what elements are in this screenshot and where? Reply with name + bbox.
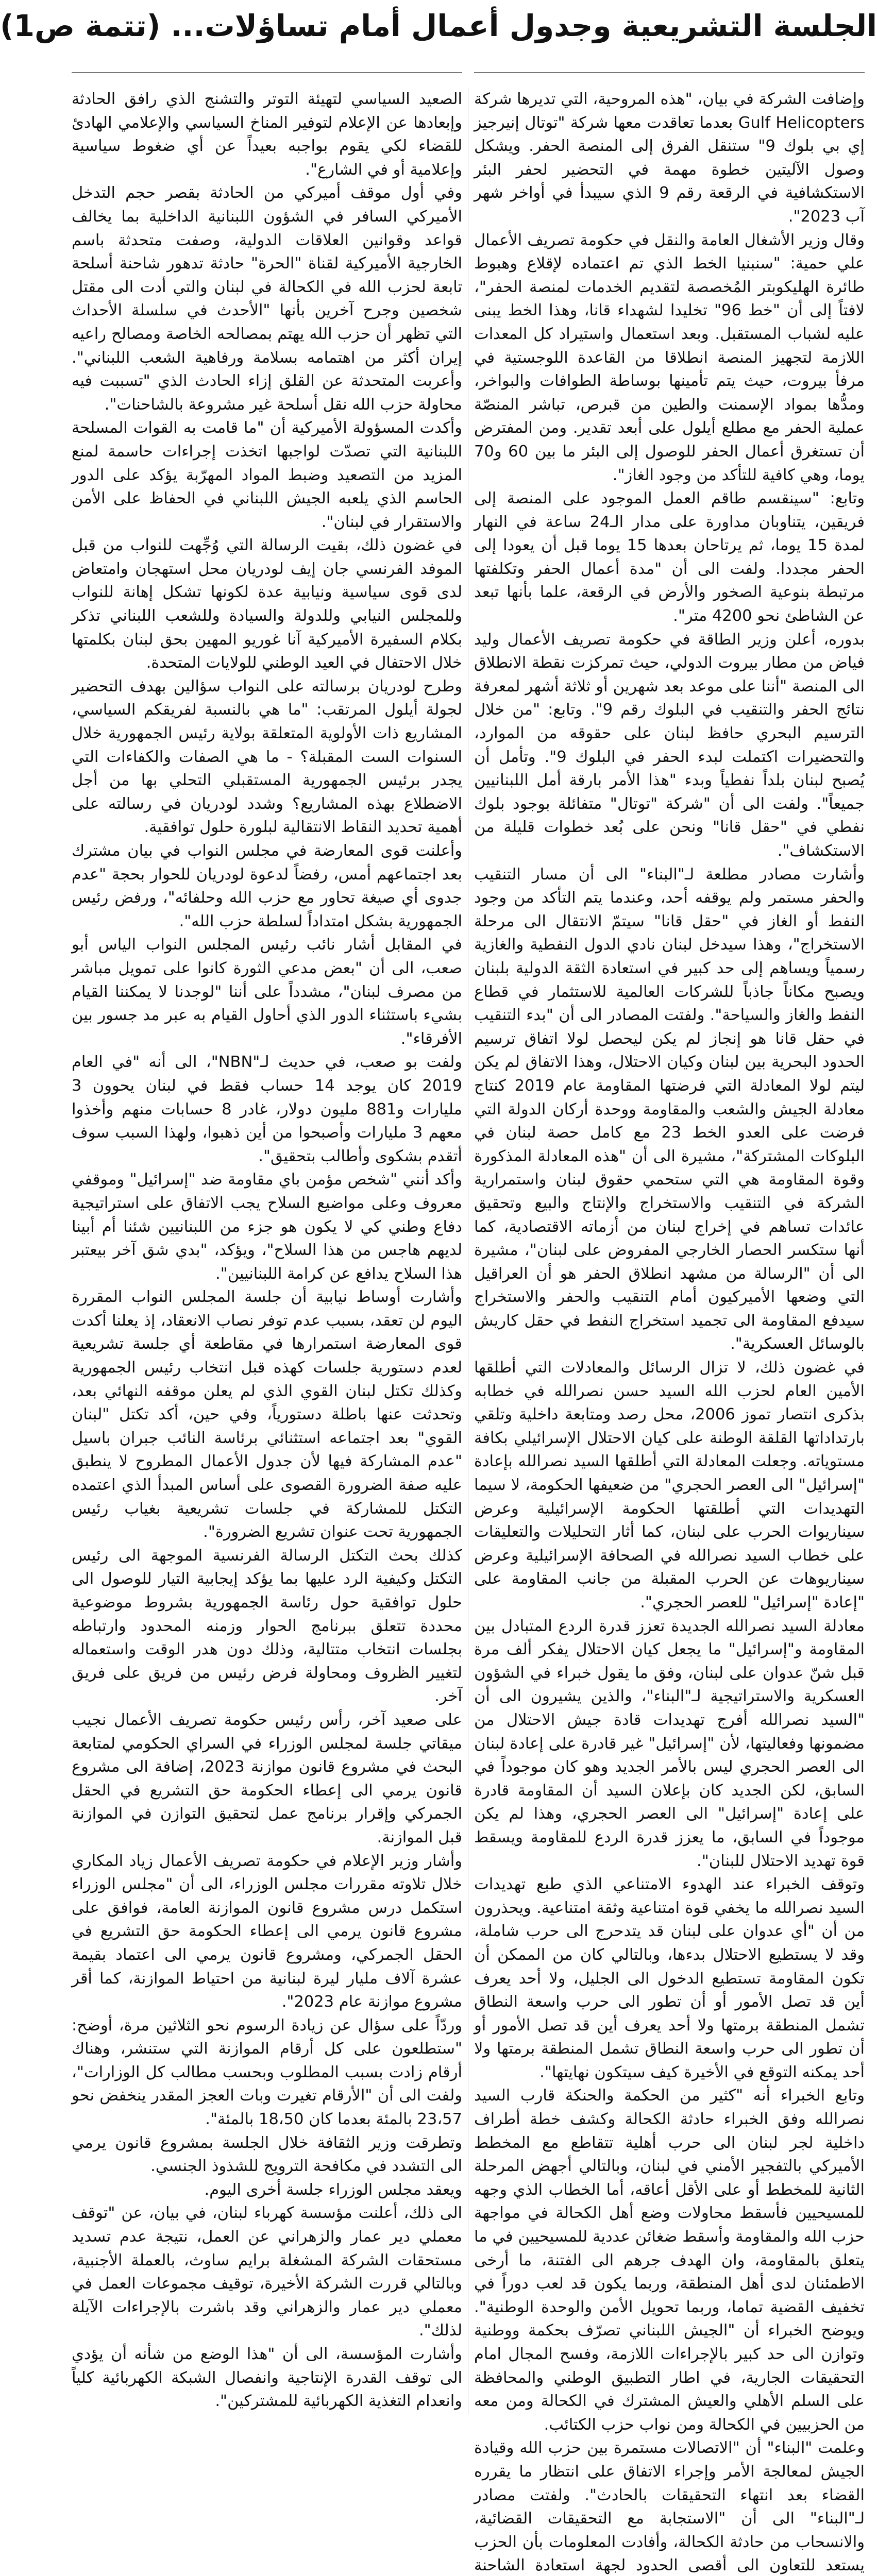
paragraph: معادلة السيد نصرالله الجديدة تعزز قدرة الردع المتبادل بين المقاومة و"إسرائيل" ما يجعل كيان الاحتلال يفكر ألف مرة قبل شنّ عدوان على لبنان، وفق ما يقول خبراء في الشؤون العسكرية والاستراتيجية لـ"البناء"، والذين يشيرون الى أن "السيد نصرالله أفرج تهديدات قادة جيش الاحتلال من مضمونها وفعاليتها، لأن "إسرائيل" غير قادرة على إعادة لبنان الى العصر الحجري ليس بالأمر الجديد وهو كان موجوداً في السابق، لكن الجديد كان بإعلان السيد أن المقاومة قادرة على إعادة "إسرائيل" الى العصر الحجري، وهذا لم يكن موجوداً في السابق، ما يعزز قدرة الردع للمقاومة ويسقط قوة تهديد الاحتلال للبنان". xyxy=(474,1617,865,1870)
title-rule-right xyxy=(474,72,865,73)
paragraph: في غضون ذلك، بقيت الرسالة التي وُجِّهت للنواب من قبل الموفد الفرنسي جان إيف لودريان محل استهجان وامتعاض لدى قوى سياسية ونيابية عدة لكونها تشكل إهانة للنواب وللمجلس النيابي وللدولة والسيادة وللشعب اللبناني تذكر بكلام السفيرة الأميركية آنا غوريو المهين بحق لبنان بكلمتها خلال الاحتفال في العيد الوطني للولايات المتحدة. xyxy=(72,536,462,672)
paragraph: ولفت بو صعب، في حديث لـ"NBN"، الى أنه "في العام 2019 كان يوجد 14 حساب فقط في لبنان يحوون 3 مليارات و881 مليون دولار، غادر 8 حسابات منهم وأخذوا معهم 3 مليارات وأصبحوا من أين ذهبوا، ولهذا السبب سوف أتقدم بشكوى وأطالب بتحقيق". xyxy=(72,1053,463,1165)
paragraph: وردّاً على سؤال عن زيادة الرسوم نحو الثلاثين مرة، أوضح: "ستطلعون على كل أرقام الموازنة التي ستنشر، وهناك أرقام زادت بسبب المطلوب وبحسب مطالب كل الوزارات"، ولفت الى أن "الأرقام تغيرت وبات العجز المقدر ينخفض نحو 23،57 بالمئة بعدما كان 18،50 بالمئة". xyxy=(72,2016,462,2129)
paragraph: وعلمت "البناء" أن "الاتصالات مستمرة بين حزب الله وقيادة الجيش لمعالجة الأمر وإجراء الاتفاق على انتظار ما يقرره القضاء بعد انتهاء التحقيقات بالحادث". ولفتت مصادر لـ"البناء" الى أن "الاستجابة مع التحقيقات القضائية، والانسحاب من حادثة الكحالة، وأفادت المعلومات بأن الحزب يستعد للتعاون الى أقصى الحدود لجهة استعادة الشاحنة xyxy=(474,2439,865,2575)
title-rule-left xyxy=(72,72,462,73)
paragraph: وأشارت المؤسسة، الى أن "هذا الوضع من شأنه أن يؤدي الى توقف القدرة الإنتاجية وانفصال الشبكة الكهربائية كلياً وانعدام التغذية الكهربائية للمشتركين". xyxy=(72,2345,462,2411)
paragraph: وفي أول موقف أميركي من الحادثة بقصر حجم التدخل الأميركي السافر في الشؤون اللبنانية الداخلية بما يخالف قواعد وقوانين العلاقات الدولية، وصفت متحدثة باسم الخارجية الأميركية لقناة "الحرة" حادثة تدهور شاحنة أسلحة تابعة لحزب الله في الكحالة في لبنان والتي أدت الى مقتل شخصين وجرح آخرين بأنها "الأحدث في سلسلة الأحداث التي تظهر أن حزب الله يهتم بمصالحه الخاصة ومصالح راعيه إيران أكثر من اهتمامه بسلامة ورفاهية الشعب اللبناني". وأعربت المتحدثة عن القلق إزاء الحادث الذي "تسببت فيه محاولة حزب الله نقل أسلحة غير مشروعة بالشاحنات". xyxy=(72,184,462,414)
article-title: الجلسة التشريعية وجدول أعمال أمام تساؤلات... (تتمة ص1) xyxy=(0,8,877,43)
paragraph: وطرح لودريان برسالته على النواب سؤالين بهدف التحضير لجولة أيلول المرتقب: "ما هي بالنسبة لفريقكم السياسي، المشاريع ذات الأولوية المتعلقة بولاية رئيس الجمهورية خلال السنوات الست المقبلة؟ - ما هي الصفات والكفاءات التي يجدر برئيس الجمهورية المستقبلي التحلي بها من أجل الاضطلاع بهذه المشاريع؟ وشدد لودريان في رسالته على أهمية تحديد النقاط الانتقالية لبلورة حلول توافقية. xyxy=(72,677,462,837)
paragraph: في المقابل أشار نائب رئيس المجلس النواب الياس أبو صعب، الى أن "بعض مدعي الثورة كانوا على تمويل مباشر من مصرف لبنان"، مشدداً على أننا "لوجدنا لا يمكننا القيام بشيء باستثناء الدور الذي أحاول القيام به عبر مد جسور بين الأفرقاء". xyxy=(72,936,462,1048)
paragraph: وأشار وزير الإعلام في حكومة تصريف الأعمال زياد المكاري خلال تلاوته مقررات مجلس الوزراء، الى أن "مجلس الوزراء استكمل درس مشروع قانون الموازنة العامة، فوافق على مشروع قانون يرمي الى إعطاء الحكومة حق التشريع في الحقل الجمركي، ومشروع قانون يرمي الى اعتماد بقيمة عشرة آلاف مليار ليرة لبنانية من احتياط الموازنة، كما أقر مشروع موازنة عام 2023". xyxy=(72,1852,462,2011)
paragraph: وقال وزير الأشغال العامة والنقل في حكومة تصريف الأعمال علي حمية: "سنبنيا الخط الذي تم اعتماده لإقلاع وهبوط طائرة الهليكوبتر المُخصصة لتقديم الخدمات لمنصة الحفر"، لافتاً إلى أن "خط 96" تخليدا لشهداء قانا، وهذا الخط يبنى عليه لشباب المستقبل. وبعد استعمال واستيراد كل المعدات اللازمة لتجهيز المنصة انطلاقا من القاعدة اللوجستية في مرفأ بيروت، حيث يتم تأمينها بوساطة الطوافات والبواخر، ومدُّها بمواد الإسمنت والطين من قبرص، تباشر المنصّة عملية الحفر مع مطلع أيلول على أبعد تقدير. ومن المفترض أن تستغرق أعمال الحفر للوصول إلى البئر ما بين 60 و70 يوما، وهي كافية للتأكد من وجود الغاز". xyxy=(474,231,865,484)
paragraph: ويعقد مجلس الوزراء جلسة أخرى اليوم. xyxy=(204,2180,462,2199)
paragraph: الصعيد السياسي لتهيئة التوتر والتشنج الذي رافق الحادثة وإبعادها عن الإعلام لتوفير المناخ السياسي والإعلامي الهادئ للقضاء لكي يقوم بواجبه بعيداً عن أي ضغوط سياسية وإعلامية أو في الشارع". xyxy=(72,90,462,179)
paragraph: وأكدت المسؤولة الأميركية أن "ما قامت به القوات المسلحة اللبنانية التي تصدّت لواجبها اتخذت إجراءات حاسمة لمنع المزيد من التصعيد وضبط المواد المهرّبة يؤكد على الدور الحاسم الذي يلعبه الجيش اللبناني في الحفاظ على الأمن والاستقرار في لبنان". xyxy=(72,419,462,531)
paragraph: وتوقف الخبراء عند الهدوء الامتناعي الذي طبع تهديدات السيد نصرالله ما يخفي قوة امتناعية وثقة امتناعية. ويحذرون من أن "أي عدوان على لبنان قد يتدحرج الى حرب شاملة، وقد لا يستطيع الاحتلال بدءها، وبالتالي كان من الممكن أن تكون المقاومة تستطيع الدخول الى الجليل، ولا أحد يعرف أين قد تصل الأمور أو أن تطور الى حرب واسعة النطاق تشمل المنطقة برمتها ولا أحد يعرف أين قد تصل الأمور أو أن تطور الى حرب واسعة النطاق تشمل المنطقة برمتها ولا أحد يمكنه التوقع في الأخيرة كيف سيتكون نهايتها". xyxy=(474,1875,865,2081)
article-column-right xyxy=(474,88,865,2575)
paragraph: وأعلنت قوى المعارضة في مجلس النواب في بيان مشترك بعد اجتماعهم أمس، رفضاً لدعوة لودريان للحوار بحجة "عدم جدوى أي صيغة تحاور مع حزب الله وحلفائه"، ورفض رئيس الجمهورية بشكل امتداداً لسلطة حزب الله". xyxy=(72,842,462,930)
paragraph: وتطرقت وزير الثقافة خلال الجلسة بمشروع قانون يرمي الى التشدد في مكافحة الترويج للشذوذ الجنسي. xyxy=(72,2133,462,2176)
paragraph: وأكد أنني "شخص مؤمن باي مقاومة ضد "إسرائيل" وموقفي معروف وعلى مواضيع السلاح يجب الاتفاق على استراتيجية دفاع وطني كي لا يكون هو جزء من اللبنانيين شئنا أم أبينا لديهم هاجس من هذا السلاح"، ويؤكد، "بدي شق آخر بيعتبر هذا السلاح يدافع عن كرامة اللبنانيين". xyxy=(72,1171,462,1283)
article-column-left xyxy=(72,88,462,2414)
paragraph: وتابع: "سينقسم طاقم العمل الموجود على المنصة إلى فريقين، يتناوبان مداورة على مدار الـ24 ساعة في النهار لمدة 15 يوما، ثم يرتاحان بعدها 15 يوما قبل أن يعودا إلى الحفر مجددا. ولفت الى أن "مدة أعمال الحفر وتكلفتها مرتبطة بنوعية الصخور والأرض في الرقعة، علما بأنها تبعد عن الشاطئ نحو 4200 متر". xyxy=(474,489,865,625)
paragraph: في غضون ذلك، لا تزال الرسائل والمعادلات التي أطلقها الأمين العام لحزب الله السيد حسن نصرالله في خطابه بذكرى انتصار تموز 2006، محل رصد ومتابعة داخلية وتلقي بارتداداتها القلقة الوطنة على كيان الاحتلال الإسرائيلي بكافة مستوياته. وجعلت المعادلة التي أطلقها السيد نصرالله بإعادة "إسرائيل" الى العصر الحجري" من ضعيفها الحكومة، لا سيما التهديدات التي أطلقتها الحكومة الإسرائيلية وعرض سيناريوات الحرب على لبنان، كما أثار التحليلات والتعليقات على خطاب السيد نصرالله في الصحافة الإسرائيلية وعرض سيناريوهات عن الحرب المقبلة من جانب المقاومة على "إعادة "إسرائيل" للعصر الحجري". xyxy=(474,1359,865,1612)
paragraph: وأشارت مصادر مطلعة لـ"البناء" الى أن مسار التنقيب والحفر مستمر ولم يوقفه أحد، وعندما يتم التأكد من وجود النفط أو الغاز في "حقل قانا" سيتمّ الانتقال الى مرحلة الاستخراج"، وهذا سيدخل لبنان نادي الدول النفطية والغازية رسمياً ويساهم إلى حد كبير في استعادة الثقة الدولية بلبنان ويصبح مكاناً جاذباً للشركات العالمية للاستثمار في قطاع النفط والغاز والسياحة". ولفتت المصادر الى أن "بدء التنقيب في حقل قانا هو إنجاز لم يكن ليحصل لولا اتفاق ترسيم الحدود البحرية بين لبنان وكيان الاحتلال، وهذا الاتفاق لم يكن ليتم لولا المعادلة التي فرضتها المقاومة عام 2019 كنتاج معادلة الجيش والشعب والمقاومة ووحدة أركان الدولة التي فرضت على العدو الخط 23 مع كامل حصة لبنان في البلوكات المشتركة"، مشيرة الى أن "هذه المعادلة المذكورة وقوة المقاومة هي التي ستحمي حقوق لبنان واستمرارية الشركة في التنقيب والاستخراج والإنتاج والبيع وتحقيق عائدات تساهم في إخراج لبنان من أزماته الاقتصادية، كما أنها ستكسر الحصار الخارجي المفروض على لبنان"، مشيرة الى أن "الرسالة من مشهد انطلاق الحفر هو أن العراقيل التي وضعها الأميركيون أمام التنقيب والحفر والاستخراج سيدفع المقاومة الى تجميد استخراج النفط في حقل كاريش بالوسائل العسكرية". xyxy=(474,865,865,1353)
paragraph: الى ذلك، أعلنت مؤسسة كهرباء لبنان، في بيان، عن "توقف معملي دير عمار والزهراني عن العمل، نتيجة عدم تسديد مستحقات الشركة المشغلة برايم ساوث، بالعملة الأجنبية، وبالتالي قررت الشركة الأخيرة، توقيف مجموعات العمل في معملي دير عمار والزهراني وقد باشرت بالإجراءات الآيلة لذلك". xyxy=(72,2204,462,2340)
paragraph: وتابع الخبراء أنه "كثير من الحكمة والحنكة قارب السيد نصرالله وفق الخبراء حادثة الكحالة وكشف خطة أطراف داخلية لجر لبنان الى حرب أهلية تتقاطع مع المخطط الأميركي بالتفجير الأمني في لبنان، وبالتالي أجهض المرحلة الثانية للمخطط أو على الأقل أعاقه، أما الخطاب الذي وجهه للمسيحيين فأسقط محاولات وضع أهل الكحالة في مواجهة حزب الله والمقاومة وأسقط ضغائن عددية للمسيحيين في ما يتعلق بالمقاومة، وان الهدف جرهم الى الفتنة، ما أرخى الاطمئنان لدى أهل المنطقة، وربما يكون قد لعب دوراً في تخفيف القضية تماما، وربما تحويل الأمن والوحدة الوطنية". ويوضح الخبراء أن "الجيش اللبناني تصرّف بحكمة ووطنية وتوازن الى حد كبير بالإجراءات اللازمة، وفسح المجال امام التحقيقات الجارية، في اطار التطبيق الوطني والمحافظة على السلم الأهلي والعيش المشترك في الكحالة ومن معه من الحزبيين في الكحالة ومن نواب حزب الكتائب. xyxy=(474,2087,865,2434)
paragraph: كذلك بحث التكتل الرسالة الفرنسية الموجهة الى رئيس التكتل وكيفية الرد عليها بما يؤكد إيجابية التيار للوصول الى حلول توافقية حول رئاسة الجمهورية بشروط موضوعية محددة تتعلق ببرنامج الحوار وزمنه المحدود وارتباطه بجلسات انتخاب متتالية، وذلك دون هدر الوقت واستعماله لتغيير الظروف ومحاولة فرض رئيس من فريق على فريق آخر. xyxy=(72,1546,462,1706)
paragraph: على صعيد آخر، رأس رئيس حكومة تصريف الأعمال نجيب ميقاتي جلسة لمجلس الوزراء في السراي الحكومي لمتابعة البحث في مشروع قانون موازنة 2023، إضافة الى مشروع قانون يرمي الى إعطاء الحكومة حق التشريع في الحقل الجمركي وإقرار برنامج عمل لتحقيق التوازن في الموازنة قبل الموازنة. xyxy=(72,1710,462,1846)
paragraph: وأشارت أوساط نيابية أن جلسة المجلس النواب المقررة اليوم لن تعقد، بسبب عدم توفر نصاب الانعقاد، إذ يعلنا أكدت قوى المعارضة استمرارها في مقاطعة أي جلسة تشريعية لعدم دستورية جلسات كهذه قبل انتخاب رئيس الجمهورية وكذلك تكتل لبنان القوي الذي لم يعلن موقفه النهائي بعد، وتحدثت عنها باطلة دستورياً، وفي حين، أكد تكتل "لبنان القوي" بعد اجتماعه استثنائي برئاسة النائب جبران باسيل "عدم المشاركة فيها لأن جدول الأعمال المطروح لا ينطبق عليه صفة الضرورة القصوى على أساس المبدأ الذي اعتمده التكتل للمشاركة في جلسات تشريعية بغياب رئيس الجمهورية تحت عنوان تشريع الضرورة". xyxy=(72,1288,462,1541)
paragraph: وإضافت الشركة في بيان، "هذه المروحية، التي تديرها شركة Gulf Helicopters بعدما تعاقدت معها شركة "توتال إنيرجيز إي بي بلوك 9" ستنقل الفرق إلى المنصة الحفر. ويشكل وصول الآليتين خطوة مهمة في التحضير لحفر البئر الاستكشافية في الرقعة رقم 9 الذي سيبدأ في أواخر شهر آب 2023". xyxy=(474,90,865,226)
paragraph: بدوره، أعلن وزير الطاقة في حكومة تصريف الأعمال وليد فياض من مطار بيروت الدولي، حيث تمركزت نقطة الانطلاق الى المنصة "أننا على موعد بعد شهرين أو ثلاثة أشهر لمعرفة نتائج الحفر والتنقيب في البلوك رقم 9". وتابع: "من خلال الترسيم البحري حافظ لبنان على حقوقه من الموارد، والتحضيرات اكتملت لبدء الحفر في البلوك 9". وتأمل أن يُصبح لبنان بلداً نفطياً وبدء "هذا الأمر بارقة أمل اللبنانيين جميعاً". ولفت الى أن "شركة "توتال" متفائلة بوجود بلوك نفطي في "حقل قانا" ونحن على بُعد خطوات قليلة من الاستكشاف". xyxy=(474,630,865,860)
